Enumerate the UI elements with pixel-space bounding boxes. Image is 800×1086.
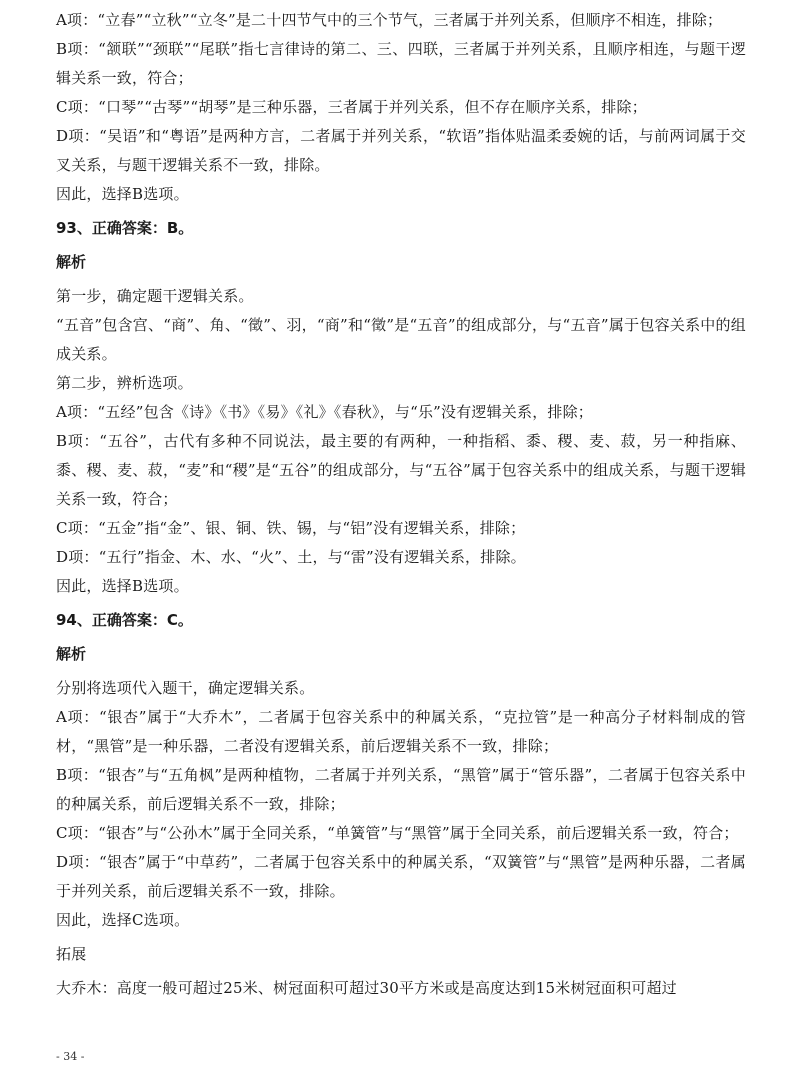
q92-option-a: A项：“立春”“立秋”“立冬”是二十四节气中的三个节气，三者属于并列关系，但顺序不相连，排除； bbox=[56, 11, 723, 29]
q94-extension-title: 拓展 bbox=[56, 945, 87, 963]
q93-answer-heading: 93、正确答案：B。 bbox=[56, 219, 194, 237]
page-number: - 34 - bbox=[56, 1050, 85, 1063]
q92-option-b: B项：“颔联”“颈联”“尾联”指七言律诗的第二、三、四联，三者属于并列关系，且顺序相连，与题干逻辑关系一致，符合； bbox=[56, 40, 746, 87]
q94-analysis-title: 解析 bbox=[56, 645, 87, 663]
q93-conclusion: 因此，选择B选项。 bbox=[56, 577, 189, 595]
q93-step2: 第二步，辨析选项。 bbox=[56, 374, 193, 392]
q94-conclusion: 因此，选择C选项。 bbox=[56, 911, 190, 929]
q93-option-b: B项：“五谷”，古代有多种不同说法，最主要的有两种，一种指稻、黍、稷、麦、菽，另一种指麻、黍、稷、麦、菽，“麦”和“稷”是“五谷”的组成部分，与“五谷”属于包容关系中的组成关系，与题干逻辑关系一致，符合； bbox=[56, 432, 746, 508]
q93-analysis-title: 解析 bbox=[56, 253, 87, 271]
q93-step1-detail: “五音”包含宫、“商”、角、“徵”、羽，“商”和“徵”是“五音”的组成部分，与“五音”属于包容关系中的组成关系。 bbox=[56, 316, 746, 363]
q92-option-d: D项：“吴语”和“粤语”是两种方言，二者属于并列关系，“软语”指体贴温柔委婉的话，与前两词属于交叉关系，与题干逻辑关系不一致，排除。 bbox=[56, 127, 746, 174]
q94-intro: 分别将选项代入题干，确定逻辑关系。 bbox=[56, 679, 315, 697]
q93-option-d: D项：“五行”指金、木、水、“火”、土，与“雷”没有逻辑关系，排除。 bbox=[56, 548, 526, 566]
q94-option-c: C项：“银杏”与“公孙木”属于全同关系，“单簧管”与“黑管”属于全同关系，前后逻辑关系一致，符合； bbox=[56, 824, 739, 842]
q94-option-b: B项：“银杏”与“五角枫”是两种植物，二者属于并列关系，“黑管”属于“管乐器”，二者属于包容关系中的种属关系，前后逻辑关系不一致，排除； bbox=[56, 766, 746, 813]
q94-option-a: A项：“银杏”属于“大乔木”，二者属于包容关系中的种属关系，“克拉管”是一种高分子材料制成的管材，“黑管”是一种乐器，二者没有逻辑关系，前后逻辑关系不一致，排除； bbox=[56, 708, 746, 755]
q93-option-c: C项：“五金”指“金”、银、铜、铁、锡，与“铝”没有逻辑关系，排除； bbox=[56, 519, 526, 537]
q93-option-a: A项：“五经”包含《诗》《书》《易》《礼》《春秋》，与“乐”没有逻辑关系，排除； bbox=[56, 403, 594, 421]
q94-extension-text: 大乔木：高度一般可超过25米、树冠面积可超过30平方米或是高度达到15米树冠面积可超过 bbox=[56, 979, 677, 997]
q94-answer-heading: 94、正确答案：C。 bbox=[56, 611, 193, 629]
q93-step1: 第一步，确定题干逻辑关系。 bbox=[56, 287, 254, 305]
q94-option-d: D项：“银杏”属于“中草药”，二者属于包容关系中的种属关系，“双簧管”与“黑管”是两种乐器，二者属于并列关系，前后逻辑关系不一致，排除。 bbox=[56, 853, 746, 900]
q92-option-c: C项：“口琴”“古琴”“胡琴”是三种乐器，三者属于并列关系，但不存在顺序关系，排除； bbox=[56, 98, 647, 116]
q92-conclusion: 因此，选择B选项。 bbox=[56, 185, 189, 203]
document-page bbox=[56, 6, 746, 1003]
